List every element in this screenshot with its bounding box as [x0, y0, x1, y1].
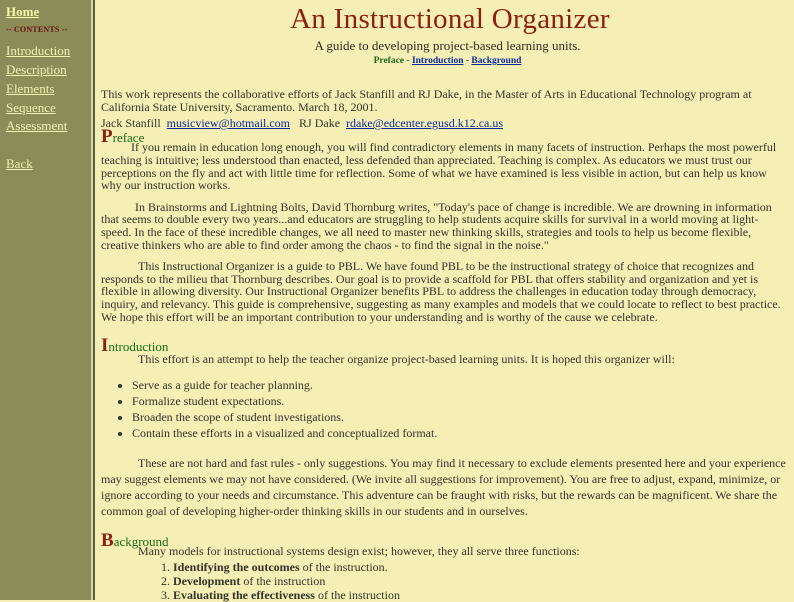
- sidebar-item-sequence[interactable]: Sequence: [6, 100, 56, 115]
- list-item: 1. Identifying the outcomes of the instruction.: [173, 560, 787, 574]
- introduction-lead: This effort is an attempt to help the teacher organize project-based learning units. It is hoped this organizer will:: [138, 351, 675, 366]
- author-name: Jack Stanfill: [101, 116, 161, 131]
- list-item: • Serve as a guide for teacher planning.: [132, 378, 787, 394]
- background-list: [101, 560, 787, 602]
- preface-paragraph: In Brainstorms and Lightning Bolts, David Thornburg writes, "Today's pace of change is incredible. We are drowning in information that seems to double every two years...and educators are struggling to help students acquire skills for survival in a world moving at light-speed. In the face of these incredible changes, we all need to master new thinking skills, strategies and tools to help us become flexible, creative thinkers who are able to find order among the chaos - to find the signal in the noise.": [101, 199, 772, 252]
- introduction-link[interactable]: Introduction: [411, 56, 464, 66]
- preface-heading: Preface: [101, 125, 145, 147]
- preface-paragraph: If you remain in education long enough, you will find contradictory elements in many facets of instruction. Perhaps the most powerful teaching is intuitive; less understood than enacted, less defended than appreciated. Teaching is complex. As educators we must trust our perceptions on the fly and act with little time for reflection. Some of what we have examined is less visible in action, but can help us know why our instruction works.: [101, 140, 777, 193]
- background-heading: Background: [101, 530, 169, 552]
- introduction-list: [101, 378, 787, 441]
- link-separator: -: [465, 56, 470, 66]
- list-item: • Formalize student expectations.: [132, 394, 787, 410]
- sidebar-divider-dark: [93, 0, 95, 600]
- intro-paragraph: This work represents the collaborative efforts of Jack Stanfill and RJ Dake, in the Master of Arts in Educational Technology program at California State University, Sacramento. March 18, 2001.: [101, 87, 752, 114]
- sidebar-item-elements[interactable]: Elements: [6, 81, 55, 96]
- author-name: RJ Dake: [299, 116, 341, 131]
- preface-paragraph: This Instructional Organizer is a guide to PBL. We have found PBL to be the instructional strategy of choice that recognizes and responds to the milieu that Thornburg describes. Our goal is to provide a scaffold for PBL that offers stability and organization and yet is flexible in allowing diversity. Our Instructional Organizer benefits PBL to address the challenges in education today through democracy, inquiry, and relevancy. This guide is comprehensive, suggesting as many examples and models that we could locate to reflect to best practice. We hope this effort will be an important contribution to your understanding and is worthy of the cause we celebrate.: [101, 259, 781, 324]
- list-item: 3. Evaluating the effectiveness of the instruction: [173, 588, 787, 602]
- email-link-stanfill[interactable]: musicview@hotmail.com: [166, 116, 291, 131]
- link-separator: -: [406, 56, 410, 66]
- back-link[interactable]: Back: [6, 156, 33, 171]
- introduction-closing: These are not hard and fast rules - only suggestions. You may find it necessary to exclude elements presented here and your experience may suggest elements we may not have considered. (We invite all suggestions for improvement). You are free to adjust, expand, minimize, or ignore according to your needs and circumstance. This adventure can be fraught with risks, but the rewards can be magnificent. We share the common goal of developing higher-order thinking skills in our students and in ourselves.: [101, 456, 786, 519]
- section-links: [0, 56, 794, 66]
- preface-label: Preface: [373, 56, 405, 66]
- sidebar: [0, 0, 91, 600]
- author-line: [101, 117, 787, 130]
- sidebar-item-home[interactable]: Home: [6, 4, 40, 19]
- page-subtitle: A guide to developing project-based learning units.: [314, 38, 581, 53]
- sidebar-item-introduction[interactable]: Introduction: [6, 43, 71, 58]
- list-item: 2. Development of the instruction: [173, 574, 787, 588]
- introduction-heading: Introduction: [101, 335, 169, 357]
- sidebar-item-assessment[interactable]: Assessment: [6, 118, 68, 133]
- list-item: • Contain these efforts in a visualized and conceptualized format.: [132, 426, 787, 442]
- contents-label: -- CONTENTS --: [6, 25, 68, 34]
- page-title: An Instructional Organizer: [290, 3, 610, 35]
- sidebar-item-description[interactable]: Description: [6, 62, 67, 77]
- background-lead: Many models for instructional systems design exist; however, they all serve three functions:: [138, 544, 580, 559]
- main-content: [101, 88, 787, 602]
- email-link-dake[interactable]: rdake@edcenter.egusd.k12.ca.us: [346, 116, 504, 131]
- list-item: • Broaden the scope of student investigations.: [132, 410, 787, 426]
- background-link[interactable]: Background: [471, 56, 522, 66]
